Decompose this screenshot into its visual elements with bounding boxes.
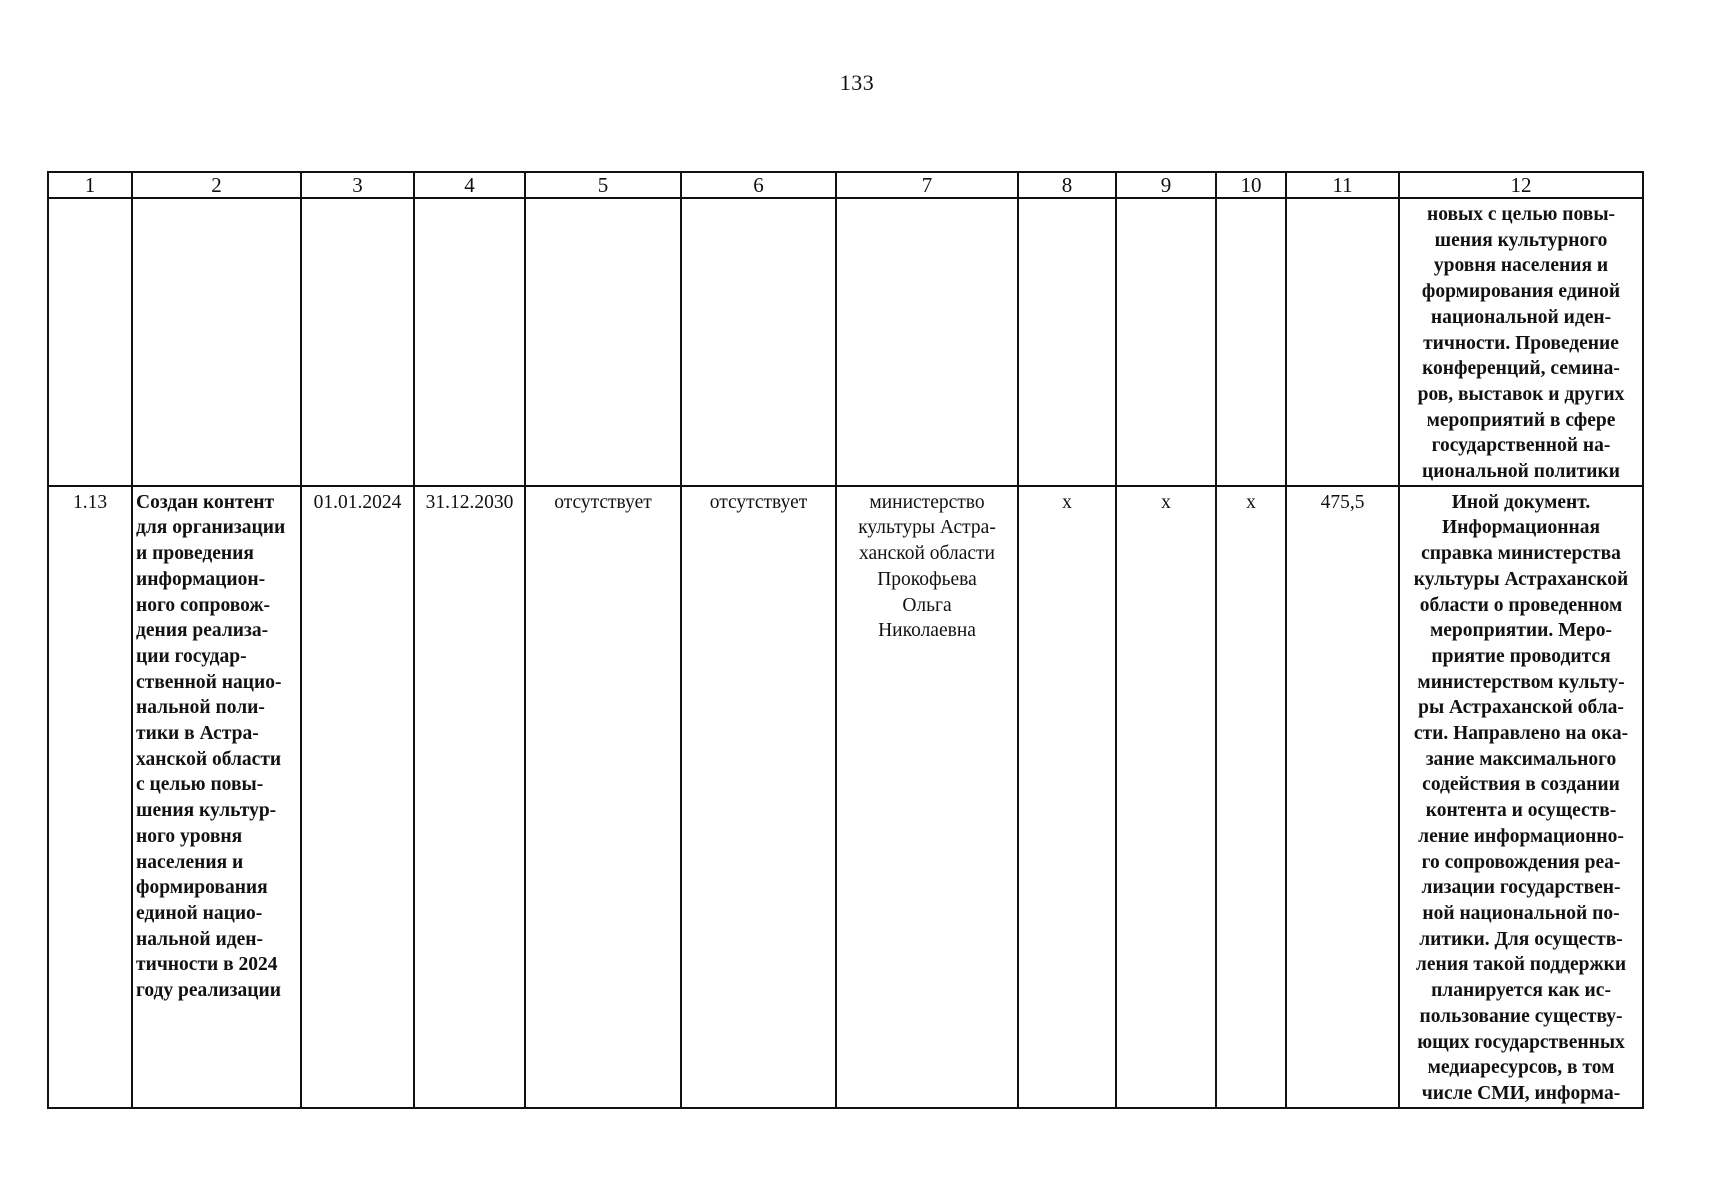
empty-cell bbox=[132, 198, 301, 486]
row-number: 1.13 bbox=[48, 486, 132, 1108]
event-name: Создан контент для организации и проведения информацион- ного сопровож- дения реализа- ции государ- ственной нацио- нальной поли- тики в Астра- ханской области с целью повы- шения культур- ного уровня населения и формирования единой нацио- нальной иден- тичности в 2024 году реализации bbox=[132, 486, 301, 1108]
column-number-9: 9 bbox=[1116, 172, 1216, 198]
start-date: 01.01.2024 bbox=[301, 486, 414, 1108]
plan-table bbox=[47, 171, 1644, 1109]
column-number-7: 7 bbox=[836, 172, 1018, 198]
column-6-value: отсутствует bbox=[681, 486, 836, 1108]
result-description: Иной документ. Информационная справка министерства культуры Астраханской области о проведенном мероприятии. Меро- приятие проводится министерством культу- ры Астраханской обла- сти. Направлено на ока- зание максимального содействия в создании контента и осуществ- ление информационно- го сопровождения реа- лизации государствен- ной национальной по- литики. Для осуществ- ления такой поддержки планируется как ис- пользование существу- ющих государственных медиаресурсов, в том числе СМИ, информа- bbox=[1399, 486, 1643, 1108]
empty-cell bbox=[414, 198, 525, 486]
empty-cell bbox=[836, 198, 1018, 486]
empty-cell bbox=[301, 198, 414, 486]
column-10-value: х bbox=[1216, 486, 1286, 1108]
column-number-6: 6 bbox=[681, 172, 836, 198]
empty-cell bbox=[48, 198, 132, 486]
column-number-row bbox=[48, 172, 1643, 198]
funding-amount: 475,5 bbox=[1286, 486, 1399, 1108]
column-number-8: 8 bbox=[1018, 172, 1116, 198]
empty-cell bbox=[525, 198, 681, 486]
column-9-value: х bbox=[1116, 486, 1216, 1108]
responsible-executor: министерство культуры Астра- ханской области Прокофьева Ольга Николаевна bbox=[836, 486, 1018, 1108]
column-number-4: 4 bbox=[414, 172, 525, 198]
continuation-row bbox=[48, 198, 1643, 486]
column-number-11: 11 bbox=[1286, 172, 1399, 198]
column-number-5: 5 bbox=[525, 172, 681, 198]
empty-cell bbox=[1116, 198, 1216, 486]
empty-cell bbox=[1216, 198, 1286, 486]
column-5-value: отсутствует bbox=[525, 486, 681, 1108]
table-row-1-13 bbox=[48, 486, 1643, 1108]
column-number-12: 12 bbox=[1399, 172, 1643, 198]
column-number-2: 2 bbox=[132, 172, 301, 198]
column-number-3: 3 bbox=[301, 172, 414, 198]
column-number-1: 1 bbox=[48, 172, 132, 198]
empty-cell bbox=[1018, 198, 1116, 486]
empty-cell bbox=[1286, 198, 1399, 486]
column-8-value: х bbox=[1018, 486, 1116, 1108]
continued-description: новых с целью повы- шения культурного уровня населения и формирования единой национальной иден- тичности. Проведение конференций, семина- ров, выставок и других мероприятий в сфере государственной на- циональной политики bbox=[1399, 198, 1643, 486]
empty-cell bbox=[681, 198, 836, 486]
column-number-10: 10 bbox=[1216, 172, 1286, 198]
page-number: 133 bbox=[839, 70, 875, 95]
end-date: 31.12.2030 bbox=[414, 486, 525, 1108]
